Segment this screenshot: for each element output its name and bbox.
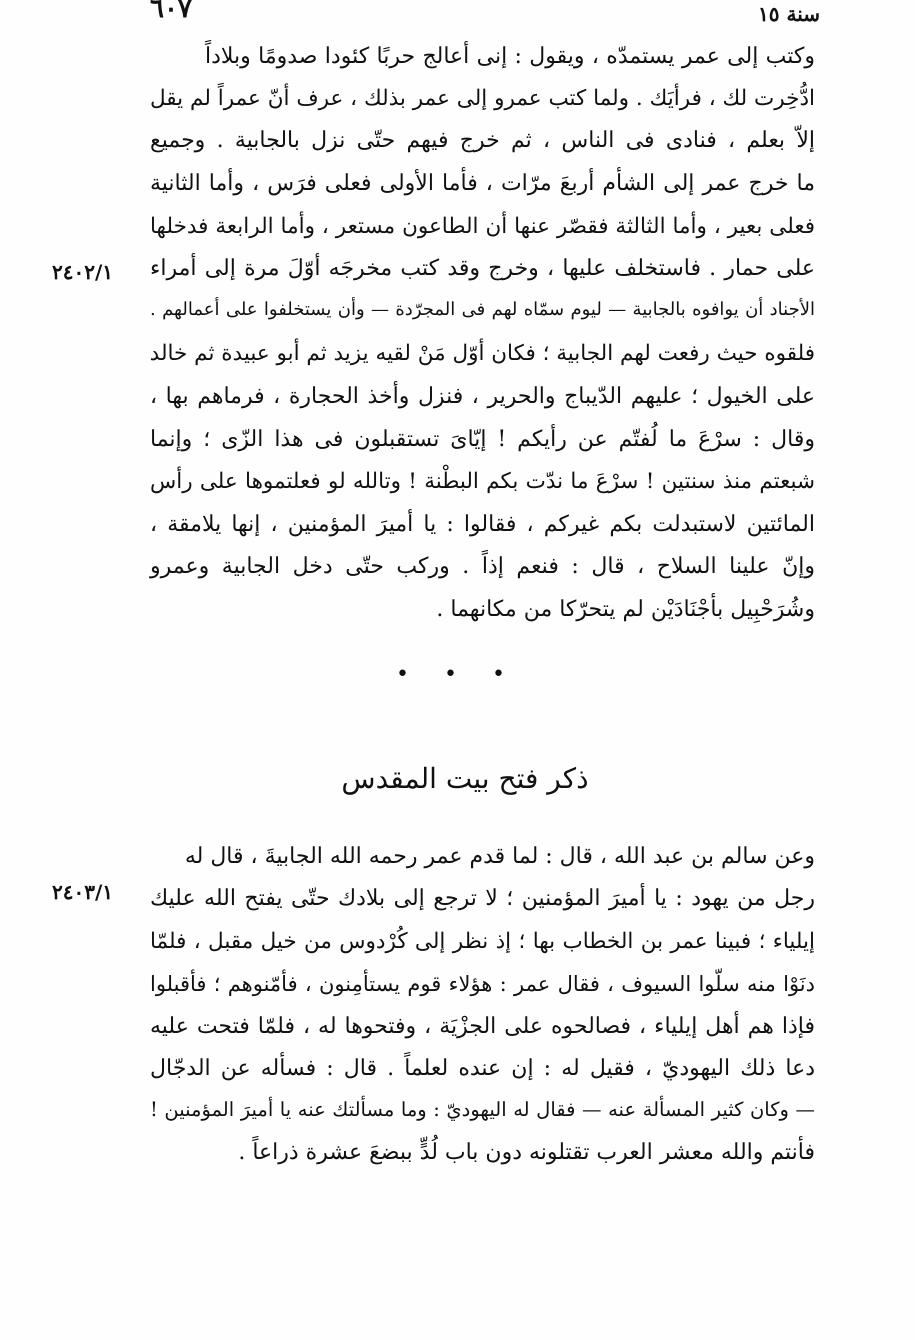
text-line: فعلى بعير ، وأما الثالثة فقصّر عنها أن الطاعون مستعر ، وأما الرابعة فدخلها <box>150 214 815 239</box>
text-line: على حمار . فاستخلف عليها ، وخرج وقد كتب مخرجَه أوّلَ مرة إلى أمراء <box>150 256 815 281</box>
text-line: وعن سالم بن عبد الله ، قال : لما قدم عمر رحمه الله الجابيةَ ، قال له <box>184 844 815 869</box>
section-separator: • • • <box>396 662 519 687</box>
text-line: إيلياء ؛ فبينا عمر بن الخطاب بها ؛ إذ نظر إلى كُرْدوس من خيل مقبل ، فلمّا <box>150 929 815 954</box>
text-line: دنَوْا منه سلّوا السيوف ، فقال عمر : هؤلاء قوم يستأمِنون ، فأمّنوهم ؛ فأقبلوا <box>150 972 815 996</box>
text-line: وقال : سرْعَ ما لُفتّم عن رأيكم ! إيّاىَ تستقبلون فى هذا الزّى ؛ وإنما <box>150 427 815 452</box>
text-line: شبعتم منذ سنتين ! سرْعَ ما ندّت بكم البطْنة ! وتالله لو فعلتموها على رأس <box>150 469 815 494</box>
text-line: على الخيول ؛ عليهم الدّيباج والحرير ، فنزل وأخذ الحجارة ، فرماهم بها ، <box>150 384 815 409</box>
text-line: فأنتم والله معشر العرب تقتلونه دون باب لُدٍّ ببضعَ عشرة ذراعاً . <box>238 1140 815 1165</box>
text-line: الأجناد أن يوافوه بالجابية — ليوم سمّاه لهم فى المجرّدة — وأن يستخلفوا على أعمالهم . <box>150 299 815 320</box>
text-line: دعا ذلك اليهوديّ ، فقيل له : إن عنده لعلماً . قال : فسأله عن الدجّال <box>150 1056 815 1081</box>
running-head <box>130 0 820 30</box>
text-line: فلقوه حيث رفعت لهم الجابية ؛ فكان أوّل مَنْ لقيه يزيد ثم أبو عبيدة ثم خالد <box>149 341 815 366</box>
running-title: سنة ١٥ <box>758 2 820 26</box>
text-line: — وكان كثير المسألة عنه — فقال له اليهوديّ : وما مسألتك عنه يا أميرَ المؤمنين ! <box>150 1098 815 1121</box>
text-line: رجل من يهود : يا أميرَ المؤمنين ؛ لا ترجع إلى بلادك حتّى يفتح الله عليك <box>150 886 815 911</box>
margin-reference: ٢٤٠٣/١ <box>52 880 114 904</box>
text-line: فإذا هم أهل إيلياء ، فصالحوه على الجزْيَة ، وفتحوها له ، فلمّا فتحت عليه <box>150 1014 815 1039</box>
text-line: إلاّ بعلم ، فنادى فى الناس ، ثم خرج فيهم حتّى نزل بالجابية . وجميع <box>150 128 815 153</box>
paragraph-block-1 <box>150 46 815 646</box>
paragraph-block-2 <box>150 846 815 1186</box>
text-line: ادُّخِرت لك ، فرأيَك . ولما كتب عمرو إلى عمر بذلك ، عرف أنّ عمراً لم يقل <box>150 86 815 111</box>
text-line: وكتب إلى عمر يستمدّه ، ويقول : إنى أعالج حربًا كئودا صدومًا وبلاداً <box>205 44 815 69</box>
margin-reference: ٢٤٠٢/١ <box>52 260 114 284</box>
text-line: وإنّ علينا السلاح ، قال : فنعم إذاً . وركب حتّى دخل الجابية وعمرو <box>150 554 815 579</box>
text-line: وشُرَحْبِيل بأجْنَادَيْن لم يتحرّكا من مكانهما . <box>436 597 815 622</box>
text-line: المائتين لاستبدلت بكم غيركم ، فقالوا : يا أميرَ المؤمنين ، إنها يلامقة ، <box>150 512 815 537</box>
page-number: ٦٠٧ <box>150 0 192 24</box>
text-line: ما خرج عمر إلى الشأم أربعَ مرّات ، فأما الأولى فعلى فرَس ، وأما الثانية <box>150 171 815 196</box>
section-title: ذكر فتح بيت المقدس <box>341 762 589 795</box>
